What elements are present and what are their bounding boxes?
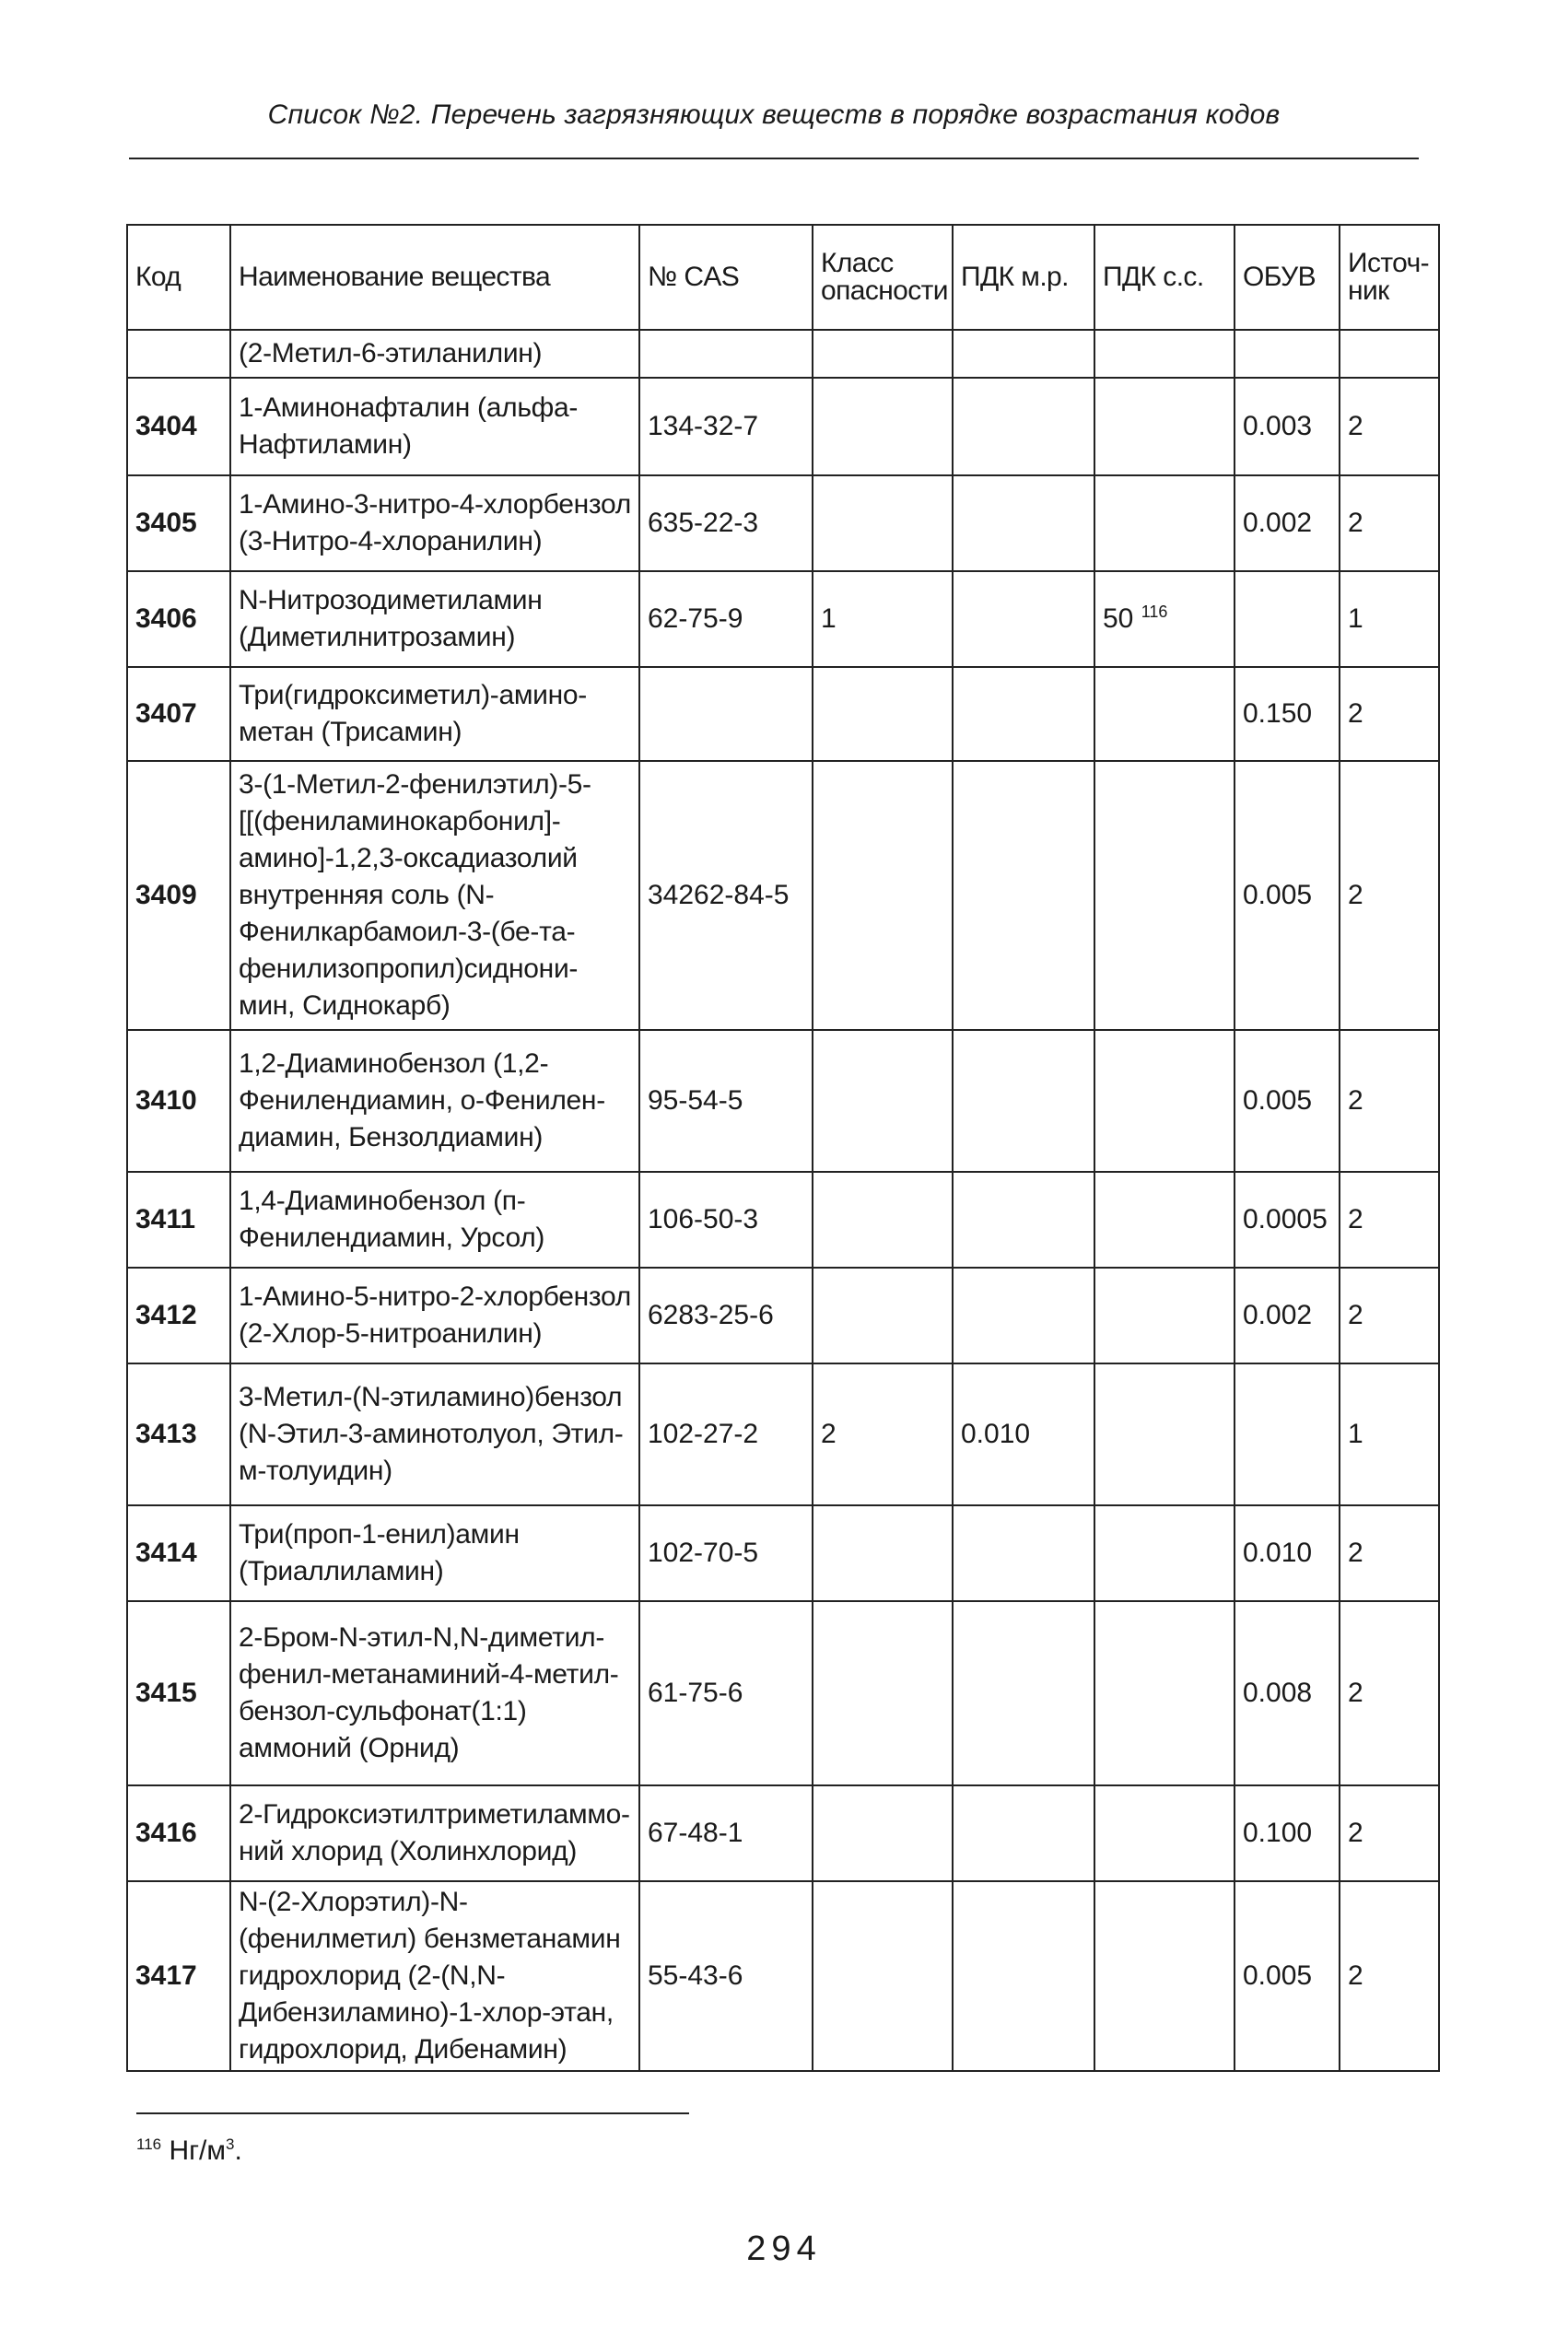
cell-cas-number (639, 1030, 813, 1172)
cell-pdk-ss-text: 50 (1103, 603, 1134, 634)
cell-pdk-ss (1094, 1172, 1235, 1268)
cell-substance-name-text: Три(проп-1-енил)амин (Триаллиламин) (239, 1519, 520, 1586)
table-row (127, 1785, 1439, 1881)
cell-hazard-class (813, 1363, 953, 1505)
cell-obuv (1235, 571, 1340, 667)
cell-substance-name (230, 761, 639, 1030)
cell-source (1340, 1785, 1439, 1881)
cell-substance-name (230, 330, 639, 378)
cell-pdk-mr (953, 378, 1094, 475)
cell-pdk-mr (953, 1172, 1094, 1268)
cell-pdk-mr (953, 330, 1094, 378)
cell-pdk-mr (953, 1268, 1094, 1363)
cell-code-text: 3416 (135, 1818, 197, 1848)
cell-source-text: 2 (1348, 1678, 1363, 1708)
cell-pdk-ss (1094, 1601, 1235, 1785)
cell-hazard-class (813, 1505, 953, 1601)
cell-hazard-class (813, 1268, 953, 1363)
cell-source-text: 2 (1348, 411, 1363, 441)
cell-substance-name-text: 2-Гидроксиэтилтриметиламмо-ний хлорид (Холинхлорид) (239, 1799, 630, 1866)
cell-pdk-ss (1094, 330, 1235, 378)
cell-hazard-class (813, 761, 953, 1030)
cell-substance-name-text: Три(гидроксиметил)-амино-метан (Трисамин) (239, 680, 587, 747)
cell-pdk-mr (953, 1505, 1094, 1601)
cell-hazard-class (813, 330, 953, 378)
cell-code-text: 3404 (135, 411, 197, 441)
cell-pdk-mr (953, 761, 1094, 1030)
cell-source-text: 1 (1348, 603, 1363, 634)
cell-substance-name-text: (2-Метил-6-этиланилин) (239, 338, 543, 369)
cell-code (127, 330, 230, 378)
cell-obuv (1235, 1785, 1340, 1881)
cell-hazard-class (813, 1030, 953, 1172)
cell-substance-name-text: 2-Бром-N-этил-N,N-диметил-фенил-метанаминий-4-метил-бензол-сульфонат(1:1) аммоний (Орнид) (239, 1622, 619, 1763)
cell-cas-number (639, 761, 813, 1030)
cell-source-text: 2 (1348, 1085, 1363, 1116)
cell-substance-name (230, 1881, 639, 2071)
cell-obuv-text: 0.005 (1243, 1960, 1313, 1991)
cell-obuv-text: 0.005 (1243, 1085, 1313, 1116)
cell-source-text: 2 (1348, 1300, 1363, 1330)
cell-source-text: 2 (1348, 1960, 1363, 1991)
cell-code-text: 3410 (135, 1085, 197, 1116)
cell-source-text: 2 (1348, 508, 1363, 538)
cell-code (127, 1785, 230, 1881)
cell-source-text: 2 (1348, 1538, 1363, 1568)
cell-obuv-text: 0.002 (1243, 508, 1313, 538)
cell-obuv (1235, 378, 1340, 475)
cell-obuv (1235, 1505, 1340, 1601)
cell-code-text: 3409 (135, 880, 197, 910)
cell-code-text: 3412 (135, 1300, 197, 1330)
cell-code (127, 667, 230, 761)
cell-source (1340, 1881, 1439, 2071)
cell-hazard-class (813, 571, 953, 667)
table-header-row (127, 225, 1439, 330)
cell-source (1340, 571, 1439, 667)
cell-cas-number (639, 667, 813, 761)
cell-code (127, 761, 230, 1030)
cell-cas-number (639, 1601, 813, 1785)
footnote-reference: 116 (1141, 603, 1168, 621)
cell-code-text: 3406 (135, 603, 197, 634)
cell-cas-number-text: 635-22-3 (648, 508, 759, 538)
cell-substance-name (230, 475, 639, 571)
cell-code-text: 3411 (135, 1204, 196, 1234)
cell-substance-name (230, 667, 639, 761)
cell-hazard-class (813, 1881, 953, 2071)
cell-code-text: 3413 (135, 1419, 197, 1449)
cell-substance-name-text: 1,4-Диаминобензол (п-Фенилендиамин, Урсол) (239, 1186, 545, 1253)
cell-cas-number (639, 1172, 813, 1268)
cell-obuv (1235, 1363, 1340, 1505)
cell-cas-number-text: 55-43-6 (648, 1960, 743, 1991)
cell-code (127, 378, 230, 475)
cell-source-text: 2 (1348, 1204, 1363, 1234)
cell-substance-name-text: N-(2-Хлорэтил)-N-(фенилметил) бензметанамин гидрохлорид (2-(N,N-Дибензиламино)-1-хлор-этан, гидрохлорид, Дибенамин) (239, 1887, 621, 2065)
table-row (127, 1881, 1439, 2071)
cell-pdk-mr (953, 1030, 1094, 1172)
cell-pdk-ss (1094, 378, 1235, 475)
cell-hazard-class-text: 2 (821, 1419, 837, 1449)
cell-hazard-class (813, 667, 953, 761)
cell-substance-name-text: 3-(1-Метил-2-фенилэтил)-5-[[(фениламинокарбонил]-амино]-1,2,3-оксадиазолий внутренняя соль (N-Фенилкарбамоил-3-(бе-та-фенилизопропил)сиднони-мин, Сиднокарб) (239, 769, 591, 1021)
header-divider (129, 158, 1419, 159)
cell-cas-number-text: 61-75-6 (648, 1678, 743, 1708)
cell-code-text: 3407 (135, 698, 197, 729)
cell-substance-name-text: 1-Аминонафталин (альфа-Нафтиламин) (239, 392, 579, 460)
cell-cas-number (639, 378, 813, 475)
cell-hazard-class (813, 1172, 953, 1268)
cell-cas-number-text: 102-27-2 (648, 1419, 759, 1449)
cell-substance-name (230, 1030, 639, 1172)
cell-cas-number-text: 95-54-5 (648, 1085, 743, 1116)
cell-substance-name-text: N-Нитрозодиметиламин (Диметилнитрозамин) (239, 585, 543, 652)
table-body (127, 330, 1439, 2071)
cell-obuv (1235, 1881, 1340, 2071)
table-row (127, 1363, 1439, 1505)
table-row (127, 571, 1439, 667)
cell-obuv (1235, 667, 1340, 761)
cell-code (127, 1172, 230, 1268)
cell-cas-number-text: 62-75-9 (648, 603, 743, 634)
cell-code-text: 3415 (135, 1678, 197, 1708)
page-number: 294 (746, 2229, 822, 2268)
cell-substance-name (230, 1172, 639, 1268)
cell-cas-number (639, 1785, 813, 1881)
cell-pdk-mr-text: 0.010 (961, 1419, 1031, 1449)
cell-pdk-mr (953, 475, 1094, 571)
running-title: Список №2. Перечень загрязняющих веществ в порядке возрастания кодов (267, 99, 1281, 130)
cell-obuv-text: 0.100 (1243, 1818, 1313, 1848)
cell-substance-name (230, 1785, 639, 1881)
cell-hazard-class (813, 1601, 953, 1785)
cell-obuv (1235, 1601, 1340, 1785)
cell-cas-number-text: 67-48-1 (648, 1818, 743, 1848)
cell-pdk-ss (1094, 761, 1235, 1030)
cell-substance-name (230, 1268, 639, 1363)
cell-source (1340, 330, 1439, 378)
cell-source (1340, 1268, 1439, 1363)
cell-obuv-text: 0.003 (1243, 411, 1313, 441)
cell-source (1340, 1363, 1439, 1505)
cell-substance-name (230, 571, 639, 667)
cell-cas-number (639, 1505, 813, 1601)
table-row (127, 1505, 1439, 1601)
table-row (127, 1268, 1439, 1363)
cell-source (1340, 1601, 1439, 1785)
cell-source (1340, 1505, 1439, 1601)
table-row (127, 761, 1439, 1030)
cell-source-text: 1 (1348, 1419, 1363, 1449)
cell-cas-number (639, 1268, 813, 1363)
cell-code-text: 3405 (135, 508, 197, 538)
cell-cas-number (639, 1363, 813, 1505)
table-row (127, 1601, 1439, 1785)
table-row (127, 1172, 1439, 1268)
substances-table-container (126, 224, 1438, 2072)
cell-obuv (1235, 475, 1340, 571)
cell-substance-name (230, 1363, 639, 1505)
cell-pdk-mr (953, 1785, 1094, 1881)
cell-pdk-mr (953, 667, 1094, 761)
cell-substance-name-text: 1,2-Диаминобензол (1,2-Фенилендиамин, о-Фенилен-диамин, Бензолдиамин) (239, 1048, 605, 1152)
cell-code (127, 475, 230, 571)
cell-obuv-text: 0.008 (1243, 1678, 1313, 1708)
cell-source (1340, 378, 1439, 475)
table-row (127, 475, 1439, 571)
header-cas-number: № CAS (639, 225, 813, 330)
table-row (127, 667, 1439, 761)
footnote-end: . (234, 2135, 242, 2166)
cell-pdk-ss (1094, 475, 1235, 571)
cell-code (127, 1601, 230, 1785)
table-row (127, 378, 1439, 475)
cell-code (127, 1881, 230, 2071)
cell-pdk-mr (953, 1601, 1094, 1785)
header-pdk-ss: ПДК с.с. (1094, 225, 1235, 330)
cell-code (127, 1030, 230, 1172)
cell-obuv (1235, 1030, 1340, 1172)
table-row (127, 1030, 1439, 1172)
cell-source-text: 2 (1348, 698, 1363, 729)
cell-pdk-mr (953, 571, 1094, 667)
cell-substance-name-text: 1-Амино-3-нитро-4-хлорбензол (3-Нитро-4-хлоранилин) (239, 489, 631, 556)
cell-pdk-ss (1094, 1268, 1235, 1363)
cell-pdk-ss (1094, 1505, 1235, 1601)
cell-code-text: 3417 (135, 1960, 197, 1991)
cell-substance-name (230, 378, 639, 475)
header-substance-name: Наименование вещества (230, 225, 639, 330)
cell-obuv-text: 0.0005 (1243, 1204, 1328, 1234)
cell-source (1340, 475, 1439, 571)
cell-substance-name (230, 1601, 639, 1785)
cell-cas-number-text: 6283-25-6 (648, 1300, 774, 1330)
cell-pdk-mr (953, 1363, 1094, 1505)
header-code: Код (127, 225, 230, 330)
cell-cas-number (639, 1881, 813, 2071)
table-row (127, 330, 1439, 378)
cell-pdk-ss (1094, 1785, 1235, 1881)
footnote-mark: 116 (136, 2135, 162, 2153)
cell-source (1340, 1030, 1439, 1172)
cell-cas-number (639, 475, 813, 571)
cell-hazard-class (813, 378, 953, 475)
substances-table (126, 224, 1440, 2072)
cell-substance-name-text: 1-Амино-5-нитро-2-хлорбензол (2-Хлор-5-нитроанилин) (239, 1281, 631, 1349)
cell-code (127, 1505, 230, 1601)
footnote-divider (136, 2112, 689, 2114)
cell-substance-name (230, 1505, 639, 1601)
cell-pdk-ss (1094, 667, 1235, 761)
cell-cas-number-text: 34262-84-5 (648, 880, 790, 910)
cell-substance-name-text: 3-Метил-(N-этиламино)бензол (N-Этил-3-аминотолуол, Этил-м-толуидин) (239, 1382, 624, 1486)
cell-pdk-mr (953, 1881, 1094, 2071)
cell-obuv-text: 0.005 (1243, 880, 1313, 910)
cell-pdk-ss (1094, 1363, 1235, 1505)
cell-cas-number-text: 134-32-7 (648, 411, 759, 441)
cell-obuv (1235, 330, 1340, 378)
header-hazard-class: Класс опасности (813, 225, 953, 330)
cell-obuv-text: 0.010 (1243, 1538, 1313, 1568)
cell-hazard-class (813, 475, 953, 571)
header-source: Источ-ник (1340, 225, 1439, 330)
cell-source (1340, 1172, 1439, 1268)
cell-obuv (1235, 761, 1340, 1030)
cell-code (127, 1268, 230, 1363)
cell-source (1340, 667, 1439, 761)
footnote-unit-power: 3 (226, 2135, 235, 2153)
cell-obuv (1235, 1268, 1340, 1363)
cell-hazard-class-text: 1 (821, 603, 837, 634)
footnote-text: Нг/м (169, 2135, 227, 2166)
footnote (136, 2135, 242, 2167)
cell-pdk-ss (1094, 1881, 1235, 2071)
header-obuv: ОБУВ (1235, 225, 1340, 330)
cell-pdk-ss (1094, 1030, 1235, 1172)
cell-source-text: 2 (1348, 1818, 1363, 1848)
cell-code-text: 3414 (135, 1538, 197, 1568)
cell-cas-number-text: 106-50-3 (648, 1204, 759, 1234)
cell-source-text: 2 (1348, 880, 1363, 910)
cell-cas-number (639, 330, 813, 378)
cell-pdk-ss (1094, 571, 1235, 667)
header-pdk-mr: ПДК м.р. (953, 225, 1094, 330)
cell-obuv-text: 0.150 (1243, 698, 1313, 729)
cell-hazard-class (813, 1785, 953, 1881)
cell-cas-number-text: 102-70-5 (648, 1538, 759, 1568)
cell-obuv (1235, 1172, 1340, 1268)
cell-source (1340, 761, 1439, 1030)
cell-cas-number (639, 571, 813, 667)
cell-code (127, 571, 230, 667)
cell-code (127, 1363, 230, 1505)
cell-obuv-text: 0.002 (1243, 1300, 1313, 1330)
